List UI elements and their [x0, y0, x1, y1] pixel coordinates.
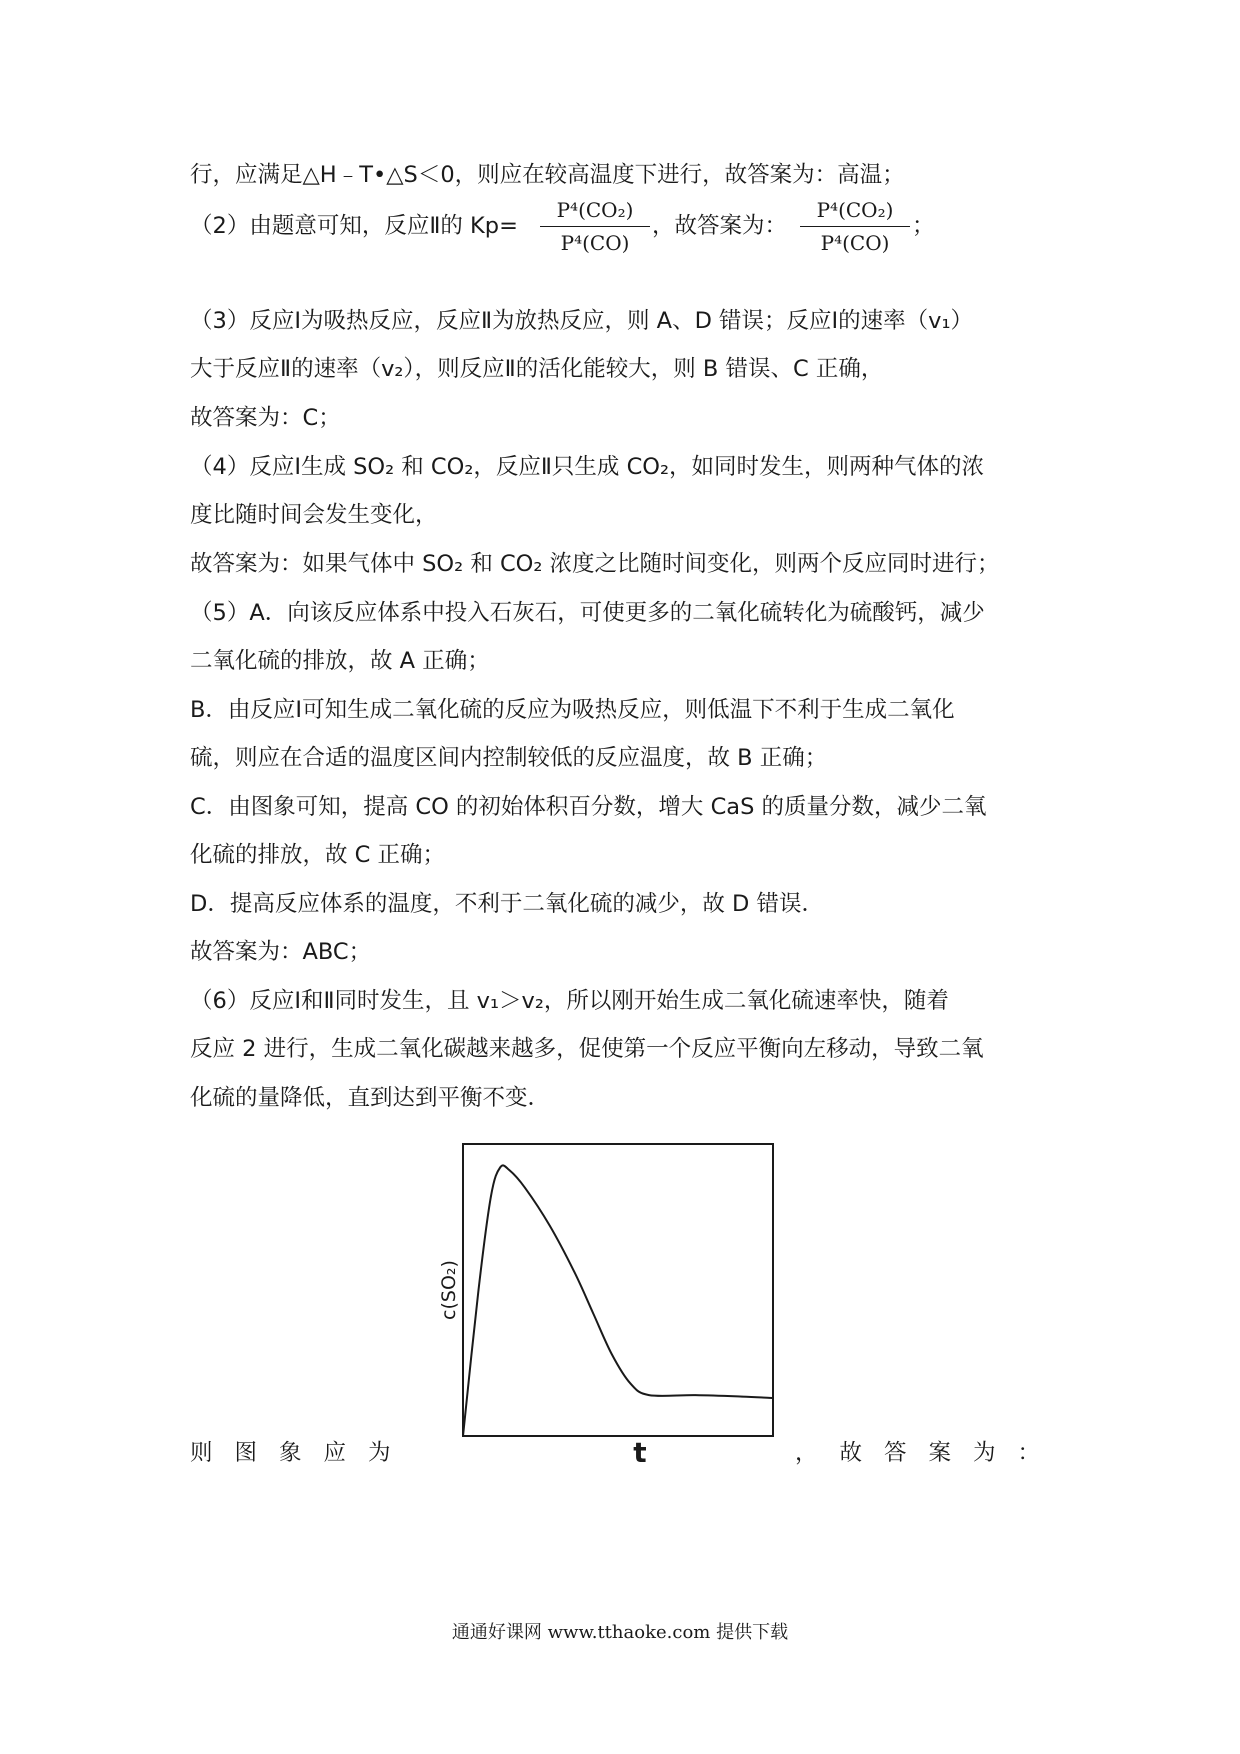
line-6b: 反应 2 进行，生成二氧化碳越来越多，促使第一个反应平衡向左移动，导致二氧 — [190, 1036, 984, 1062]
line-5g: D．提高反应体系的温度，不利于二氧化硫的减少，故 D 错误． — [190, 891, 824, 917]
kp-answer-denominator: P⁴(CO) — [820, 231, 890, 255]
line-5c: B．由反应Ⅰ可知生成二氧化硫的反应为吸热反应，则低温下不利于生成二氧化 — [190, 697, 955, 723]
kp-numerator: P⁴(CO₂) — [556, 198, 634, 222]
y-axis-label: c(SO₂) — [438, 1260, 460, 1320]
series-point — [592, 1313, 594, 1315]
series-point — [524, 1187, 526, 1189]
series-point — [630, 1383, 632, 1385]
x-axis-label: t — [633, 1436, 647, 1469]
kp-suffix: ； — [912, 213, 935, 239]
line-3a: （3）反应Ⅰ为吸热反应，反应Ⅱ为放热反应，则 A、D 错误；反应Ⅰ的速率（v₁） — [190, 308, 974, 334]
series-point — [549, 1225, 551, 1227]
line-4a: （4）反应Ⅰ生成 SO₂ 和 CO₂，反应Ⅱ只生成 CO₂，如同时发生，则两种气体的浓 — [190, 454, 985, 480]
series-point — [695, 1394, 697, 1396]
plot-frame — [463, 1144, 773, 1436]
line-5e: C．由图象可知，提高 CO 的初始体积百分数，增大 CaS 的质量分数，减少二氧 — [190, 794, 987, 820]
kp-answer-numerator: P⁴(CO₂) — [816, 198, 894, 222]
line-5f: 化硫的排放，故 C 正确； — [190, 842, 446, 868]
line-6c: 化硫的量降低，直到达到平衡不变． — [190, 1085, 551, 1111]
last-line-left: 则图象应为 — [190, 1440, 413, 1466]
line-5a: （5）A．向该反应体系中投入石灰石，可使更多的二氧化硫转化为硫酸钙，减少 — [190, 600, 985, 626]
line-5b: 二氧化硫的排放，故 A 正确； — [190, 648, 490, 674]
series-point — [490, 1196, 492, 1198]
so2-concentration-chart — [438, 1132, 778, 1469]
series-point — [478, 1289, 480, 1291]
line-6a: （6）反应Ⅰ和Ⅱ同时发生，且 v₁＞v₂，所以刚开始生成二氧化硫速率快，随着 — [190, 988, 949, 1014]
line-4b: 度比随时间会发生变化， — [190, 502, 438, 528]
line-1: 行，应满足△H﹣T•△S＜0，则应在较高温度下进行，故答案为：高温； — [190, 162, 905, 188]
series-point — [772, 1397, 774, 1399]
line-4c: 故答案为：如果气体中 SO₂ 和 CO₂ 浓度之比随时间变化，则两个反应同时进行； — [190, 551, 1000, 577]
kp-middle: ，故答案为： — [652, 213, 788, 239]
footer: 通通好课网 www.tthaoke.com 提供下载 — [451, 1622, 789, 1643]
series-point — [611, 1353, 613, 1355]
series-point — [509, 1169, 511, 1171]
kp-denominator: P⁴(CO) — [560, 231, 630, 255]
kp-prefix: （2）由题意可知，反应Ⅱ的 Kp= — [190, 213, 518, 239]
series-point — [648, 1394, 650, 1396]
series-point — [741, 1396, 743, 1398]
fraction-bar — [540, 226, 650, 227]
kp-answer-fraction — [800, 197, 910, 256]
line-3b: 大于反应Ⅱ的速率（v₂），则反应Ⅱ的活化能较大，则 B 错误、C 正确， — [190, 356, 884, 382]
fraction-bar — [800, 226, 910, 227]
last-line-right: ，故答案为： — [795, 1440, 1063, 1466]
line-5d: 硫，则应在合适的温度区间内控制较低的反应温度，故 B 正确； — [190, 745, 828, 771]
line-5h: 故答案为：ABC； — [190, 939, 372, 965]
kp-fraction — [540, 197, 650, 256]
series-point — [574, 1272, 576, 1274]
series-line — [463, 1165, 773, 1436]
line-3c: 故答案为：C； — [190, 405, 341, 431]
series-point — [462, 1435, 464, 1437]
series-point — [499, 1167, 501, 1169]
